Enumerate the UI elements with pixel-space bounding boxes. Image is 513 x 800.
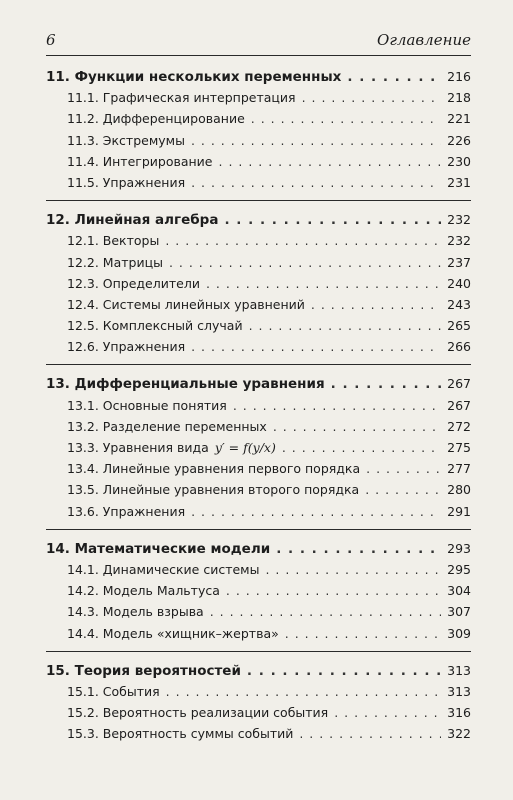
section-page: 237 [447,254,471,270]
leader-dots [282,437,441,458]
leader-dots [249,315,442,336]
leader-dots [251,108,441,129]
toc-chapter-entry[interactable] [46,66,471,87]
section-title: 15.1. События [67,683,160,699]
toc-section-entry[interactable] [46,230,471,251]
leader-dots [247,661,441,682]
chapter-title: 13. Дифференциальные уравнения [46,376,325,393]
chapter-page: 313 [447,662,471,678]
section-page: 322 [447,726,471,742]
section-title: 11.2. Дифференцирование [67,111,245,127]
section-page: 226 [447,132,471,148]
leader-dots [169,252,441,273]
chapter-title: 12. Линейная алгебра [46,212,219,229]
chapter-page: 293 [447,540,471,556]
toc-section-entry[interactable] [46,416,471,437]
toc-section-entry[interactable] [46,294,471,315]
toc-section-entry[interactable] [46,87,471,108]
section-title: 11.5. Упражнения [67,174,186,190]
section-page: 243 [447,296,471,312]
section-page: 221 [447,111,471,127]
toc-chapter-entry[interactable] [46,538,471,559]
section-title: 12.5. Комплексный случай [67,318,243,334]
leader-dots [299,723,441,744]
toc-section-entry[interactable] [46,273,471,294]
leader-dots [285,623,441,644]
toc-section-entry[interactable] [46,501,471,522]
leader-dots [334,702,441,723]
leader-dots [226,580,441,601]
section-page: 232 [447,233,471,249]
section-title: 14.2. Модель Мальтуса [67,583,220,599]
section-page: 307 [447,604,471,620]
toc-section-entry[interactable] [46,623,471,644]
leader-dots [302,87,442,108]
leader-dots [206,273,441,294]
toc-section-entry[interactable] [46,172,471,193]
section-page: 231 [447,174,471,190]
toc-section-entry[interactable] [46,702,471,723]
section-page: 295 [447,561,471,577]
chapter-page: 232 [447,212,471,228]
chapter-block [46,538,471,652]
section-title: 14.3. Модель взрыва [67,604,204,620]
section-title: 14.1. Динамические системы [67,561,260,577]
section-title: 15.2. Вероятность реализации события [67,705,329,721]
page-header [46,31,471,53]
toc-section-entry[interactable] [46,458,471,479]
section-page: 265 [447,318,471,334]
leader-dots [233,395,441,416]
toc-chapter-entry[interactable] [46,373,471,394]
toc-section-entry[interactable] [46,437,471,458]
section-title: 13.2. Разделение переменных [67,418,267,434]
section-formula: y′ = f(y/x) [214,440,276,455]
section-title: 13.3. Уравнения вида [67,440,209,455]
section-page: 240 [447,275,471,291]
leader-dots [219,151,442,172]
section-page: 267 [447,397,471,413]
toc-section-entry[interactable] [46,723,471,744]
section-page: 266 [447,339,471,355]
section-page: 230 [447,153,471,169]
section-page: 291 [447,503,471,519]
page-number: 6 [46,31,56,49]
section-page: 313 [447,683,471,699]
leader-dots [224,210,441,231]
section-title: 15.3. Вероятность суммы событий [67,726,294,742]
leader-dots [265,559,441,580]
leader-dots [331,374,442,395]
section-title: 12.1. Векторы [67,233,160,249]
header-divider [46,55,471,56]
chapter-block [46,209,471,365]
toc-section-entry[interactable] [46,395,471,416]
toc-section-entry[interactable] [46,479,471,500]
section-title: 13.1. Основные понятия [67,397,227,413]
section-title: 12.4. Системы линейных уравнений [67,296,305,312]
leader-dots [311,294,441,315]
section-page: 218 [447,90,471,106]
section-title: 12.2. Матрицы [67,254,163,270]
toc-section-entry[interactable] [46,252,471,273]
toc-section-entry[interactable] [46,559,471,580]
running-title: Оглавление [377,31,471,49]
toc-chapter-entry[interactable] [46,209,471,230]
table-of-contents [46,66,471,759]
section-title: 14.4. Модель «хищник–жертва» [67,625,279,641]
section-page: 277 [447,461,471,477]
leader-dots [166,681,441,702]
section-page: 304 [447,583,471,599]
leader-dots [366,458,441,479]
section-page: 275 [447,440,471,455]
leader-dots [191,336,441,357]
leader-dots [191,172,441,193]
section-title: 13.6. Упражнения [67,503,186,519]
leader-dots [276,539,441,560]
leader-dots [191,130,441,151]
section-page: 280 [447,482,471,498]
leader-dots [165,230,441,251]
toc-section-entry[interactable] [46,108,471,129]
section-title: 11.4. Интегрирование [67,153,213,169]
toc-chapter-entry[interactable] [46,660,471,681]
toc-section-entry[interactable] [46,151,471,172]
chapter-title: 14. Математические модели [46,540,271,557]
chapter-title: 15. Теория вероятностей [46,662,241,679]
section-page: 309 [447,625,471,641]
toc-section-entry[interactable] [46,130,471,151]
chapter-block [46,66,471,201]
section-title: 11.3. Экстремумы [67,132,185,148]
toc-section-entry[interactable] [46,336,471,357]
toc-section-entry[interactable] [46,681,471,702]
chapter-title: 11. Функции нескольких переменных [46,69,342,85]
toc-section-entry[interactable] [46,601,471,622]
chapter-page: 267 [447,376,471,392]
section-page: 316 [447,705,471,721]
section-title: 13.5. Линейные уравнения второго порядка [67,482,360,498]
chapter-block [46,373,471,529]
chapter-page: 216 [447,69,471,84]
section-title: 12.6. Упражнения [67,339,186,355]
section-title: 12.3. Определители [67,275,200,291]
leader-dots [191,501,441,522]
leader-dots [210,601,441,622]
toc-section-entry[interactable] [46,580,471,601]
leader-dots [347,67,441,88]
leader-dots [273,416,441,437]
chapter-block [46,660,471,752]
toc-section-entry[interactable] [46,315,471,336]
section-title: 13.4. Линейные уравнения первого порядка [67,461,361,477]
leader-dots [365,479,441,500]
section-page: 272 [447,418,471,434]
section-title: 11.1. Графическая интерпретация [67,90,296,106]
